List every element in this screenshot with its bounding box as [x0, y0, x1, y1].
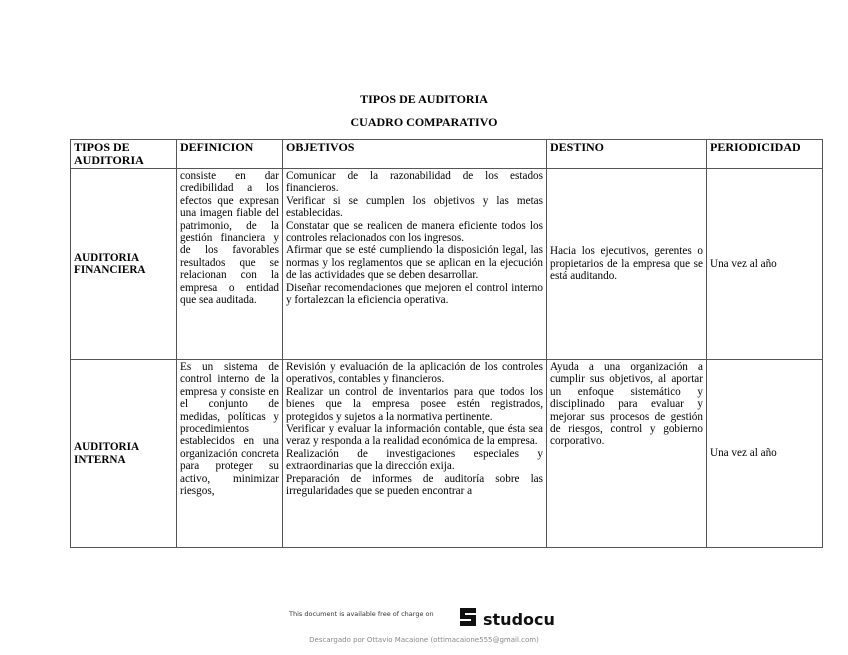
objetivos-cell: [283, 169, 547, 360]
document-subtitle: CUADRO COMPARATIVO: [350, 115, 498, 129]
header-destino: DESTINO: [547, 140, 707, 169]
objetivo-item: Preparación de informes de auditoría sobre las irregularidades que se pueden encontrar a: [286, 472, 543, 498]
studocu-s-icon: [456, 606, 480, 632]
header-objetivos: OBJETIVOS: [283, 140, 547, 169]
objetivo-item: Realizar un control de inventarios para que todos los bienes que la empresa posee estén registrados, protegidos y sujetos a la normativa pertinente.: [286, 385, 543, 423]
comparison-table: [70, 139, 823, 548]
objetivos-cell: [283, 360, 547, 548]
document-title: TIPOS DE AUDITORIA: [360, 92, 488, 106]
objetivo-item: Verificar si se cumplen los objetivos y las metas establecidas.: [286, 194, 543, 220]
objetivo-item: Diseñar recomendaciones que mejoren el control interno y fortalezcan la eficiencia operativa.: [286, 281, 543, 307]
objetivo-item: Afirmar que se esté cumpliendo la disposición legal, las normas y los reglamentos que se aplican en la ejecución de las actividades que se deben desarrollar.: [286, 244, 543, 282]
objetivo-item: Comunicar de la razonabilidad de los estados financieros.: [286, 170, 543, 195]
definicion-text: Es un sistema de control interno de la empresa y consiste en el conjunto de medidas, políticas y procedimientos establecidos en una organización concreta para proteger su activo, minimizar riesgos,: [180, 361, 279, 498]
header-definicion: DEFINICION: [177, 140, 283, 169]
studocu-logo[interactable]: [456, 606, 555, 632]
periodicidad-cell: Una vez al año: [707, 169, 823, 360]
objetivo-item: Realización de investigaciones especiales y extraordinarias que la dirección exija.: [286, 447, 543, 473]
definicion-cell: consiste en dar credibilidad a los efectos que expresan una imagen fiable del patrimonio, de la gestión financiera y de los favorables resultados que se relacionan con la empresa o entidad que sea auditada.: [177, 169, 283, 360]
definicion-cell: [177, 360, 283, 548]
periodicidad-cell: Una vez al año: [707, 360, 823, 548]
objetivo-item: Revisión y evaluación de la aplicación de los controles operativos, contables y financieros.: [286, 361, 543, 386]
destino-cell: Ayuda a una organización a cumplir sus objetivos, al aportar un enfoque sistemático y disciplinado para evaluar y mejorar sus procesos de gestión de riesgos, control y gobierno corporativo.: [547, 360, 707, 548]
table-header-row: [71, 140, 823, 169]
footer-notice: This document is available free of charge on: [289, 610, 434, 618]
download-notice: Descargado por Ottavio Macaione (ottimacaione555@gmail.com): [309, 636, 539, 644]
destino-cell: Hacia los ejecutivos, gerentes o propietarios de la empresa que se está auditando.: [547, 169, 707, 360]
tipo-cell: AUDITORIA INTERNA: [71, 360, 177, 548]
objetivo-item: Constatar que se realicen de manera eficiente todos los controles relacionados con los ingresos.: [286, 219, 543, 245]
tipo-cell: AUDITORIA FINANCIERA: [71, 169, 177, 360]
studocu-brand: studocu: [483, 609, 555, 629]
header-tipos: TIPOS DE AUDITORIA: [71, 140, 177, 169]
header-periodicidad: PERIODICIDAD: [707, 140, 823, 169]
table-row: [71, 360, 823, 548]
objetivos-list: [286, 361, 543, 497]
table-row: [71, 169, 823, 360]
objetivo-item: Verificar y evaluar la información contable, que ésta sea veraz y responda a la realidad económica de la empresa.: [286, 423, 543, 448]
